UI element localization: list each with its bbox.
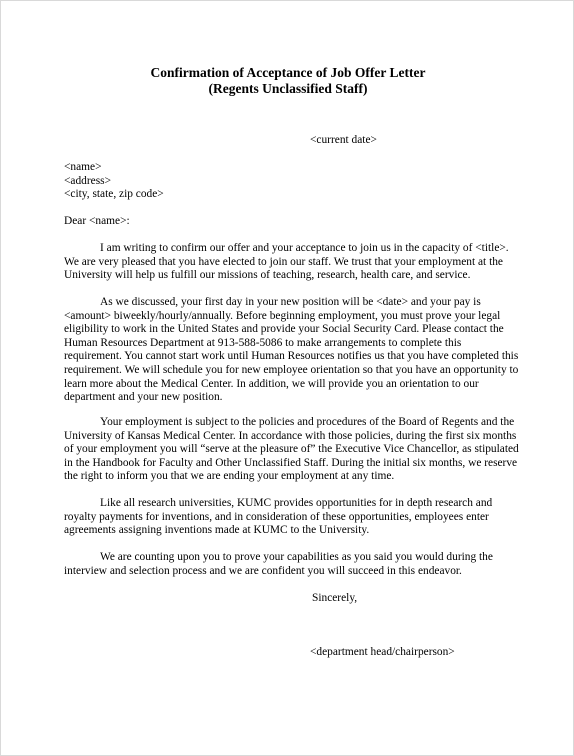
closing: Sincerely, [312, 592, 358, 604]
paragraph-2: As we discussed, your first day in your new position will be <date> and your pay is <amount> biweekly/hourly/annually. Before beginning employment, you must prove your legal eligibility to work in the United States and provide your Social Security Card. Please contact the Human Resources Department at 913-588-5086 to make arrangements to complete this requirement. You cannot start work until Human Resources notifies us that you have completed this requirement. We will schedule you for new employee orientation so that you have an opportunity to learn more about the Medical Center. In addition, we will provide you an orientation to our department and your new position. [64, 296, 519, 404]
paragraph-5: We are counting upon you to prove your capabilities as you said you would during the interview and selection process and we are confident you will succeed in this endeavor. [64, 551, 493, 577]
recipient-city: <city, state, zip code> [64, 188, 164, 201]
paragraph-1: I am writing to confirm our offer and your acceptance to join us in the capacity of <title>. We are very pleased that you have elected to join our staff. We trust that your employment at the University will help us fulfill our missions of teaching, research, health care, and service. [64, 242, 509, 282]
letter-title [1, 65, 574, 97]
paragraph-3: Your employment is subject to the policies and procedures of the Board of Regents and the University of Kansas Medical Center. In accordance with those policies, during the first six months of your employment you will “serve at the pleasure of” the Executive Vice Chancellor, as stipulated in the Handbook for Faculty and Other Unclassified Staff. During the initial six months, we reserve the right to inform you that we are ending your employment at any time. [64, 416, 519, 483]
recipient-address [64, 161, 164, 202]
title-line-2: (Regents Unclassified Staff) [208, 81, 368, 96]
recipient-street: <address> [64, 174, 112, 187]
title-line-1: Confirmation of Acceptance of Job Offer Letter [150, 65, 426, 80]
signer: <department head/chairperson> [310, 646, 455, 658]
recipient-name: <name> [64, 161, 102, 173]
letter-date: <current date> [310, 134, 377, 146]
salutation: Dear <name>: [64, 215, 130, 227]
paragraph-4: Like all research universities, KUMC provides opportunities for in depth research and royalty payments for inventions, and in consideration of these opportunities, employees enter agreements assigning inventions made at KUMC to the University. [64, 497, 493, 537]
